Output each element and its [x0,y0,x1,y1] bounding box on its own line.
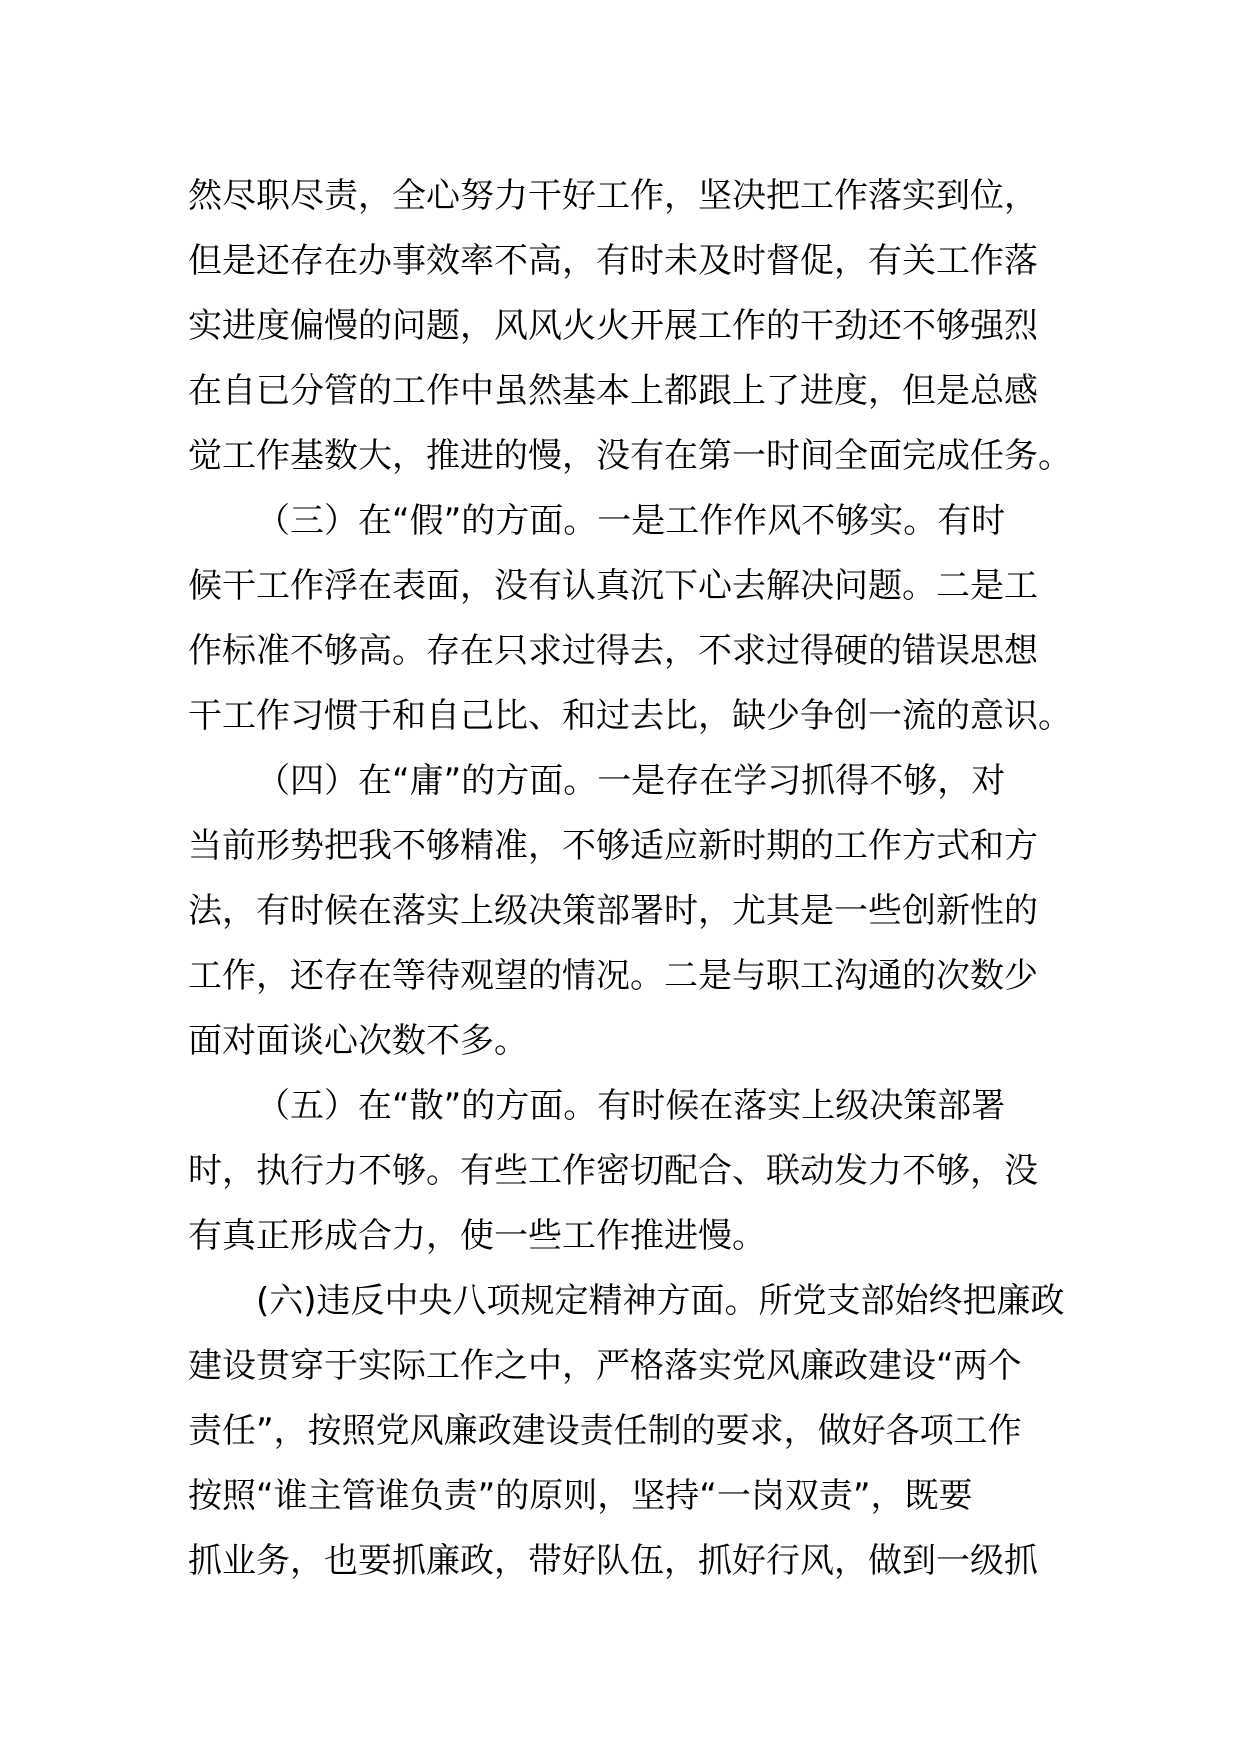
text-line: 责任”，按照党风廉政建设责任制的要求，做好各项工作 [188,1411,1022,1451]
section-heading-line: （五）在“散”的方面。有时候在落实上级决策部署 [256,1086,1006,1126]
text-line: 候干工作浮在表面，没有认真沉下心去解决问题。二是工 [188,566,1038,606]
section-heading-line: (六)违反中央八项规定精神方面。所党支部始终把廉政 [256,1281,1065,1321]
text-line: 抓业务，也要抓廉政，带好队伍，抓好行风，做到一级抓 [188,1541,1038,1581]
text-line: 在自已分管的工作中虽然基本上都跟上了进度，但是总感 [188,371,1038,411]
section-heading-line: （四）在“庸”的方面。一是存在学习抓得不够，对 [256,761,1006,801]
text-line: 觉工作基数大，推进的慢，没有在第一时间全面完成任务。 [188,436,1072,476]
body-text [188,164,1072,1594]
text-line: 当前形势把我不够精准，不够适应新时期的工作方式和方 [188,826,1038,866]
text-line: 干工作习惯于和自己比、和过去比，缺少争创一流的意识。 [188,696,1072,736]
text-line: 按照“谁主管谁负责”的原则，坚持“一岗双责”，既要 [188,1476,973,1516]
text-line: 工作，还存在等待观望的情况。二是与职工沟通的次数少 [188,956,1038,996]
text-line: 但是还存在办事效率不高，有时未及时督促，有关工作落 [188,241,1038,281]
text-line: 时，执行力不够。有些工作密切配合、联动发力不够，没 [188,1151,1038,1191]
text-line: 有真正形成合力，使一些工作推进慢。 [188,1216,766,1256]
section-heading-line: （三）在“假”的方面。一是工作作风不够实。有时 [256,501,1006,541]
text-line: 建设贯穿于实际工作之中，严格落实党风廉政建设“两个 [188,1346,1022,1386]
text-line: 面对面谈心次数不多。 [188,1021,528,1061]
text-line: 实进度偏慢的问题，风风火火开展工作的干劲还不够强烈 [188,306,1038,346]
text-line: 作标准不够高。存在只求过得去，不求过得硬的错误思想 [188,631,1038,671]
text-line: 法，有时候在落实上级决策部署时，尤其是一些创新性的 [188,891,1038,931]
text-line: 然尽职尽责，全心努力干好工作，坚决把工作落实到位， [188,176,1038,216]
